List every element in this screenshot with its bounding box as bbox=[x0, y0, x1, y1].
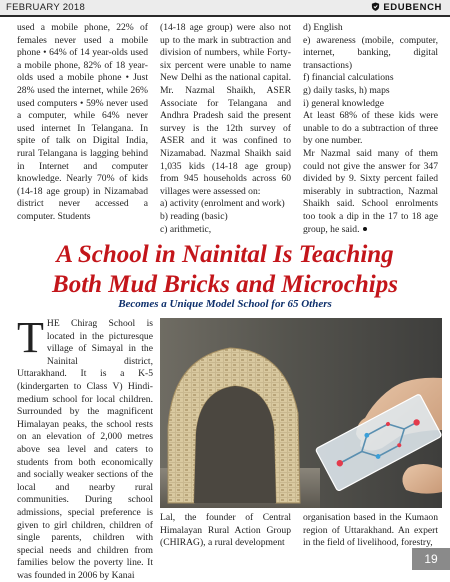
top-column-3-paragraph-1: At least 68% of these kids were unable to do a subtraction of three by one number. bbox=[303, 110, 438, 147]
paragraph-text: Mr Nazmal said many of them could not give the answer for 347 divided by 9. Sixty percent failed miserably in subtraction, Nazmal Shaikh said. School enrolments too took a dip in the 17 to 18 age group, he said. bbox=[303, 147, 438, 235]
top-column-2-paragraph: (14-18 age group) were also not up to the mark in subtraction and division of numbers, while Forty-six percent were unable to name New Delhi as the national capital. Mr. Nazmal Shaikh, ASER Associate for Telangana and Andhra Pradesh said the present survey is the 12th survey of ASER and it was confined to Nizamabad. Nazmal Shaikh said 1,035 kids (14-18 age group) from 945 households across 60 villages were assessed on: bbox=[160, 22, 291, 197]
article-column-2 bbox=[160, 512, 291, 550]
brand-name: EDUBENCH bbox=[383, 2, 442, 13]
article-photo bbox=[160, 318, 442, 508]
list-item: b) reading (basic) bbox=[160, 210, 228, 222]
top-column-1-text: used a mobile phone, 22% of females never used a mobile phone • 64% of 14 year-olds used a mobile phone, 82% of 18 year-olds used a mobile phone • Just 28% used the internet, while 26% used computers • 59% never used a computer, while 64% never used internet In Telangana. In spite of talk on Digital India, rural Telangana is lagging behind in Internet and computer knowledge. Nearly 70% of kids (14-18 age group) in Nizamabad district never accessed a computer. Students bbox=[17, 22, 148, 222]
list-item: c) arithmetic, bbox=[160, 223, 212, 235]
end-of-story-bullet bbox=[363, 227, 367, 231]
list-item: f) financial calculations bbox=[303, 72, 394, 84]
top-column-3-paragraph-2 bbox=[303, 148, 438, 236]
article-column-3-text: organisation based in the Kumaon region of Uttarakhand. An expert in the field of livelihood, forestry, bbox=[303, 512, 438, 549]
article-column-1-text: HE Chirag School is located in the picturesque village of Simayal in the Nainital district, Uttarakhand. It is a K-5 (kindergarten to Class V) Hindi-medium school for local children. Surrounded by the magnificent Himalayan peaks, the school rests on an elevation of 2,000 metres above sea level and caters to students from both economically and socially weaker sections of the local and nearby rural communities. During school admissions, special preference is given to girl children, children of single parents, children with special needs and children from families below the poverty line. It was founded in 2006 by Kanai bbox=[17, 318, 153, 581]
article-subtitle: Becomes a Unique Model School for 65 Others bbox=[118, 298, 332, 310]
shield-icon bbox=[371, 2, 380, 11]
mud-brick-arch-and-microchip-image bbox=[160, 318, 442, 508]
headline-line-1: A School in Nainital Is Teaching bbox=[56, 241, 394, 268]
issue-month: FEBRUARY 2018 bbox=[6, 2, 86, 13]
list-item: a) activity (enrolment and work) bbox=[160, 198, 285, 210]
headline-line-2: Both Mud Bricks and Microchips bbox=[52, 271, 398, 298]
page-header bbox=[0, 0, 450, 17]
page-number: 19 bbox=[412, 548, 450, 570]
list-item: d) English bbox=[303, 22, 343, 33]
list-item: i) general knowledge bbox=[303, 97, 384, 109]
article-headline bbox=[10, 240, 440, 300]
drop-cap: T bbox=[17, 313, 44, 362]
top-column-3 bbox=[303, 22, 438, 236]
top-column-2 bbox=[160, 22, 291, 236]
list-item: g) daily tasks, h) maps bbox=[303, 84, 390, 96]
magazine-brand bbox=[371, 2, 442, 13]
article-column-3 bbox=[303, 512, 438, 550]
article-column-1 bbox=[17, 313, 153, 582]
list-item: e) awareness (mobile, computer, internet, banking, digital transactions) bbox=[303, 34, 438, 71]
article-column-2-text: Lal, the founder of Central Himalayan Rural Action Group (CHIRAG), a rural development bbox=[160, 512, 291, 549]
top-column-1 bbox=[17, 22, 148, 224]
